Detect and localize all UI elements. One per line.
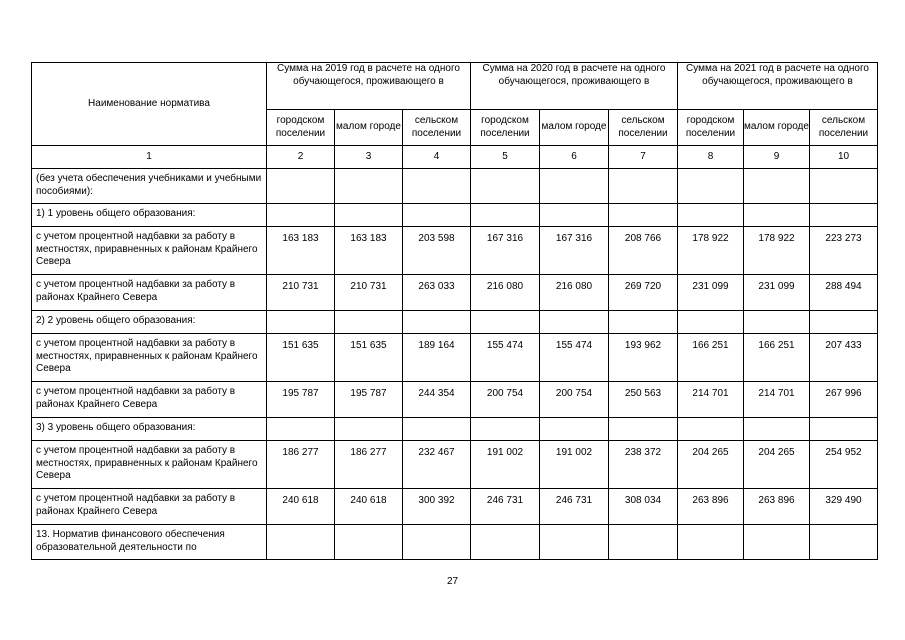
row-name-cell: 1) 1 уровень общего образования: [32,204,267,227]
value-cell: 263 033 [403,275,471,311]
value-cell [678,311,744,334]
table-row [32,382,878,418]
column-header-year-2021: Сумма на 2021 год в расчете на одного обучающегося, проживающего в [678,63,878,110]
value-cell: 195 787 [335,382,403,418]
value-cell: 203 598 [403,227,471,275]
value-cell [678,418,744,441]
value-cell: 167 316 [540,227,609,275]
value-cell [267,418,335,441]
value-cell: 189 164 [403,334,471,382]
value-cell: 186 277 [267,441,335,489]
value-cell [403,169,471,204]
row-name-cell: с учетом процентной надбавки за работу в районах Крайнего Севера [32,275,267,311]
value-cell: 151 635 [267,334,335,382]
value-cell: 250 563 [609,382,678,418]
value-cell: 246 731 [540,489,609,525]
value-cell: 300 392 [403,489,471,525]
table-row [32,311,878,334]
value-cell [471,525,540,560]
value-cell [744,418,810,441]
subheader-small-town-2021: малом городе [744,110,810,146]
row-name-cell: 3) 3 уровень общего образования: [32,418,267,441]
value-cell: 204 265 [744,441,810,489]
table-row [32,489,878,525]
value-cell [335,525,403,560]
table-row [32,169,878,204]
value-cell [609,418,678,441]
value-cell: 238 372 [609,441,678,489]
subheader-rural-2021: сельском поселении [810,110,878,146]
norms-table [31,62,878,560]
value-cell: 163 183 [267,227,335,275]
value-cell [335,311,403,334]
column-index: 5 [471,146,540,169]
page-number: 27 [446,576,459,587]
value-cell [744,311,810,334]
table-row [32,441,878,489]
value-cell [540,169,609,204]
value-cell: 254 952 [810,441,878,489]
value-cell [810,169,878,204]
value-cell [609,311,678,334]
value-cell: 210 731 [335,275,403,311]
row-name-cell: с учетом процентной надбавки за работу в местностях, приравненных к районам Крайнего Севера [32,334,267,382]
value-cell: 200 754 [471,382,540,418]
value-cell [335,169,403,204]
subheader-rural-2019: сельском поселении [403,110,471,146]
value-cell: 216 080 [540,275,609,311]
value-cell [267,525,335,560]
value-cell: 210 731 [267,275,335,311]
value-cell [403,418,471,441]
row-name-cell: 2) 2 уровень общего образования: [32,311,267,334]
column-header-name: Наименование норматива [32,63,267,146]
value-cell: 269 720 [609,275,678,311]
value-cell [678,204,744,227]
value-cell: 155 474 [471,334,540,382]
column-index: 1 [32,146,267,169]
value-cell [540,525,609,560]
value-cell: 288 494 [810,275,878,311]
value-cell: 207 433 [810,334,878,382]
value-cell: 186 277 [335,441,403,489]
column-index: 6 [540,146,609,169]
value-cell [471,169,540,204]
value-cell [267,204,335,227]
value-cell: 231 099 [744,275,810,311]
value-cell: 167 316 [471,227,540,275]
value-cell: 263 896 [744,489,810,525]
value-cell: 223 273 [810,227,878,275]
column-header-year-2020: Сумма на 2020 год в расчете на одного обучающегося, проживающего в [471,63,678,110]
value-cell: 193 962 [609,334,678,382]
value-cell: 214 701 [744,382,810,418]
value-cell [540,311,609,334]
table-row [32,227,878,275]
value-cell: 208 766 [609,227,678,275]
subheader-rural-2020: сельском поселении [609,110,678,146]
value-cell: 191 002 [540,441,609,489]
column-index: 4 [403,146,471,169]
value-cell [471,418,540,441]
value-cell [609,169,678,204]
row-name-cell: с учетом процентной надбавки за работу в местностях, приравненных к районам Крайнего Севера [32,227,267,275]
value-cell: 204 265 [678,441,744,489]
column-index: 10 [810,146,878,169]
row-name-cell: (без учета обеспечения учебниками и учебными пособиями): [32,169,267,204]
column-index: 3 [335,146,403,169]
value-cell [540,418,609,441]
value-cell [810,204,878,227]
value-cell: 232 467 [403,441,471,489]
value-cell [810,418,878,441]
value-cell [471,204,540,227]
value-cell: 178 922 [744,227,810,275]
value-cell: 267 996 [810,382,878,418]
subheader-urban-2019: городском поселении [267,110,335,146]
value-cell: 231 099 [678,275,744,311]
value-cell [744,169,810,204]
table-row [32,525,878,560]
table-row [32,275,878,311]
value-cell: 246 731 [471,489,540,525]
column-index: 2 [267,146,335,169]
value-cell [540,204,609,227]
row-name-cell: 13. Норматив финансового обеспечения образовательной деятельности по [32,525,267,560]
value-cell: 191 002 [471,441,540,489]
value-cell: 151 635 [335,334,403,382]
table-row [32,334,878,382]
value-cell [403,525,471,560]
table-row [32,204,878,227]
column-header-year-2019: Сумма на 2019 год в расчете на одного обучающегося, проживающего в [267,63,471,110]
value-cell [810,525,878,560]
value-cell [609,204,678,227]
row-name-cell: с учетом процентной надбавки за работу в местностях, приравненных к районам Крайнего Севера [32,441,267,489]
value-cell: 329 490 [810,489,878,525]
column-index: 8 [678,146,744,169]
value-cell: 308 034 [609,489,678,525]
value-cell [744,204,810,227]
value-cell [335,204,403,227]
value-cell: 216 080 [471,275,540,311]
subheader-small-town-2019: малом городе [335,110,403,146]
value-cell [471,311,540,334]
value-cell: 240 618 [267,489,335,525]
subheader-urban-2020: городском поселении [471,110,540,146]
value-cell [678,525,744,560]
column-index: 9 [744,146,810,169]
value-cell: 214 701 [678,382,744,418]
value-cell: 263 896 [678,489,744,525]
value-cell [678,169,744,204]
value-cell [267,311,335,334]
value-cell [335,418,403,441]
value-cell: 163 183 [335,227,403,275]
subheader-urban-2021: городском поселении [678,110,744,146]
row-name-cell: с учетом процентной надбавки за работу в районах Крайнего Севера [32,382,267,418]
value-cell: 244 354 [403,382,471,418]
value-cell: 166 251 [744,334,810,382]
value-cell [267,169,335,204]
value-cell: 200 754 [540,382,609,418]
column-index: 7 [609,146,678,169]
value-cell: 178 922 [678,227,744,275]
value-cell [609,525,678,560]
table-row [32,418,878,441]
value-cell [403,311,471,334]
value-cell [403,204,471,227]
row-name-cell: с учетом процентной надбавки за работу в районах Крайнего Севера [32,489,267,525]
value-cell [810,311,878,334]
subheader-small-town-2020: малом городе [540,110,609,146]
value-cell: 240 618 [335,489,403,525]
value-cell: 155 474 [540,334,609,382]
value-cell [744,525,810,560]
value-cell: 195 787 [267,382,335,418]
column-index-row [32,146,878,169]
value-cell: 166 251 [678,334,744,382]
header-row-years [32,63,878,110]
